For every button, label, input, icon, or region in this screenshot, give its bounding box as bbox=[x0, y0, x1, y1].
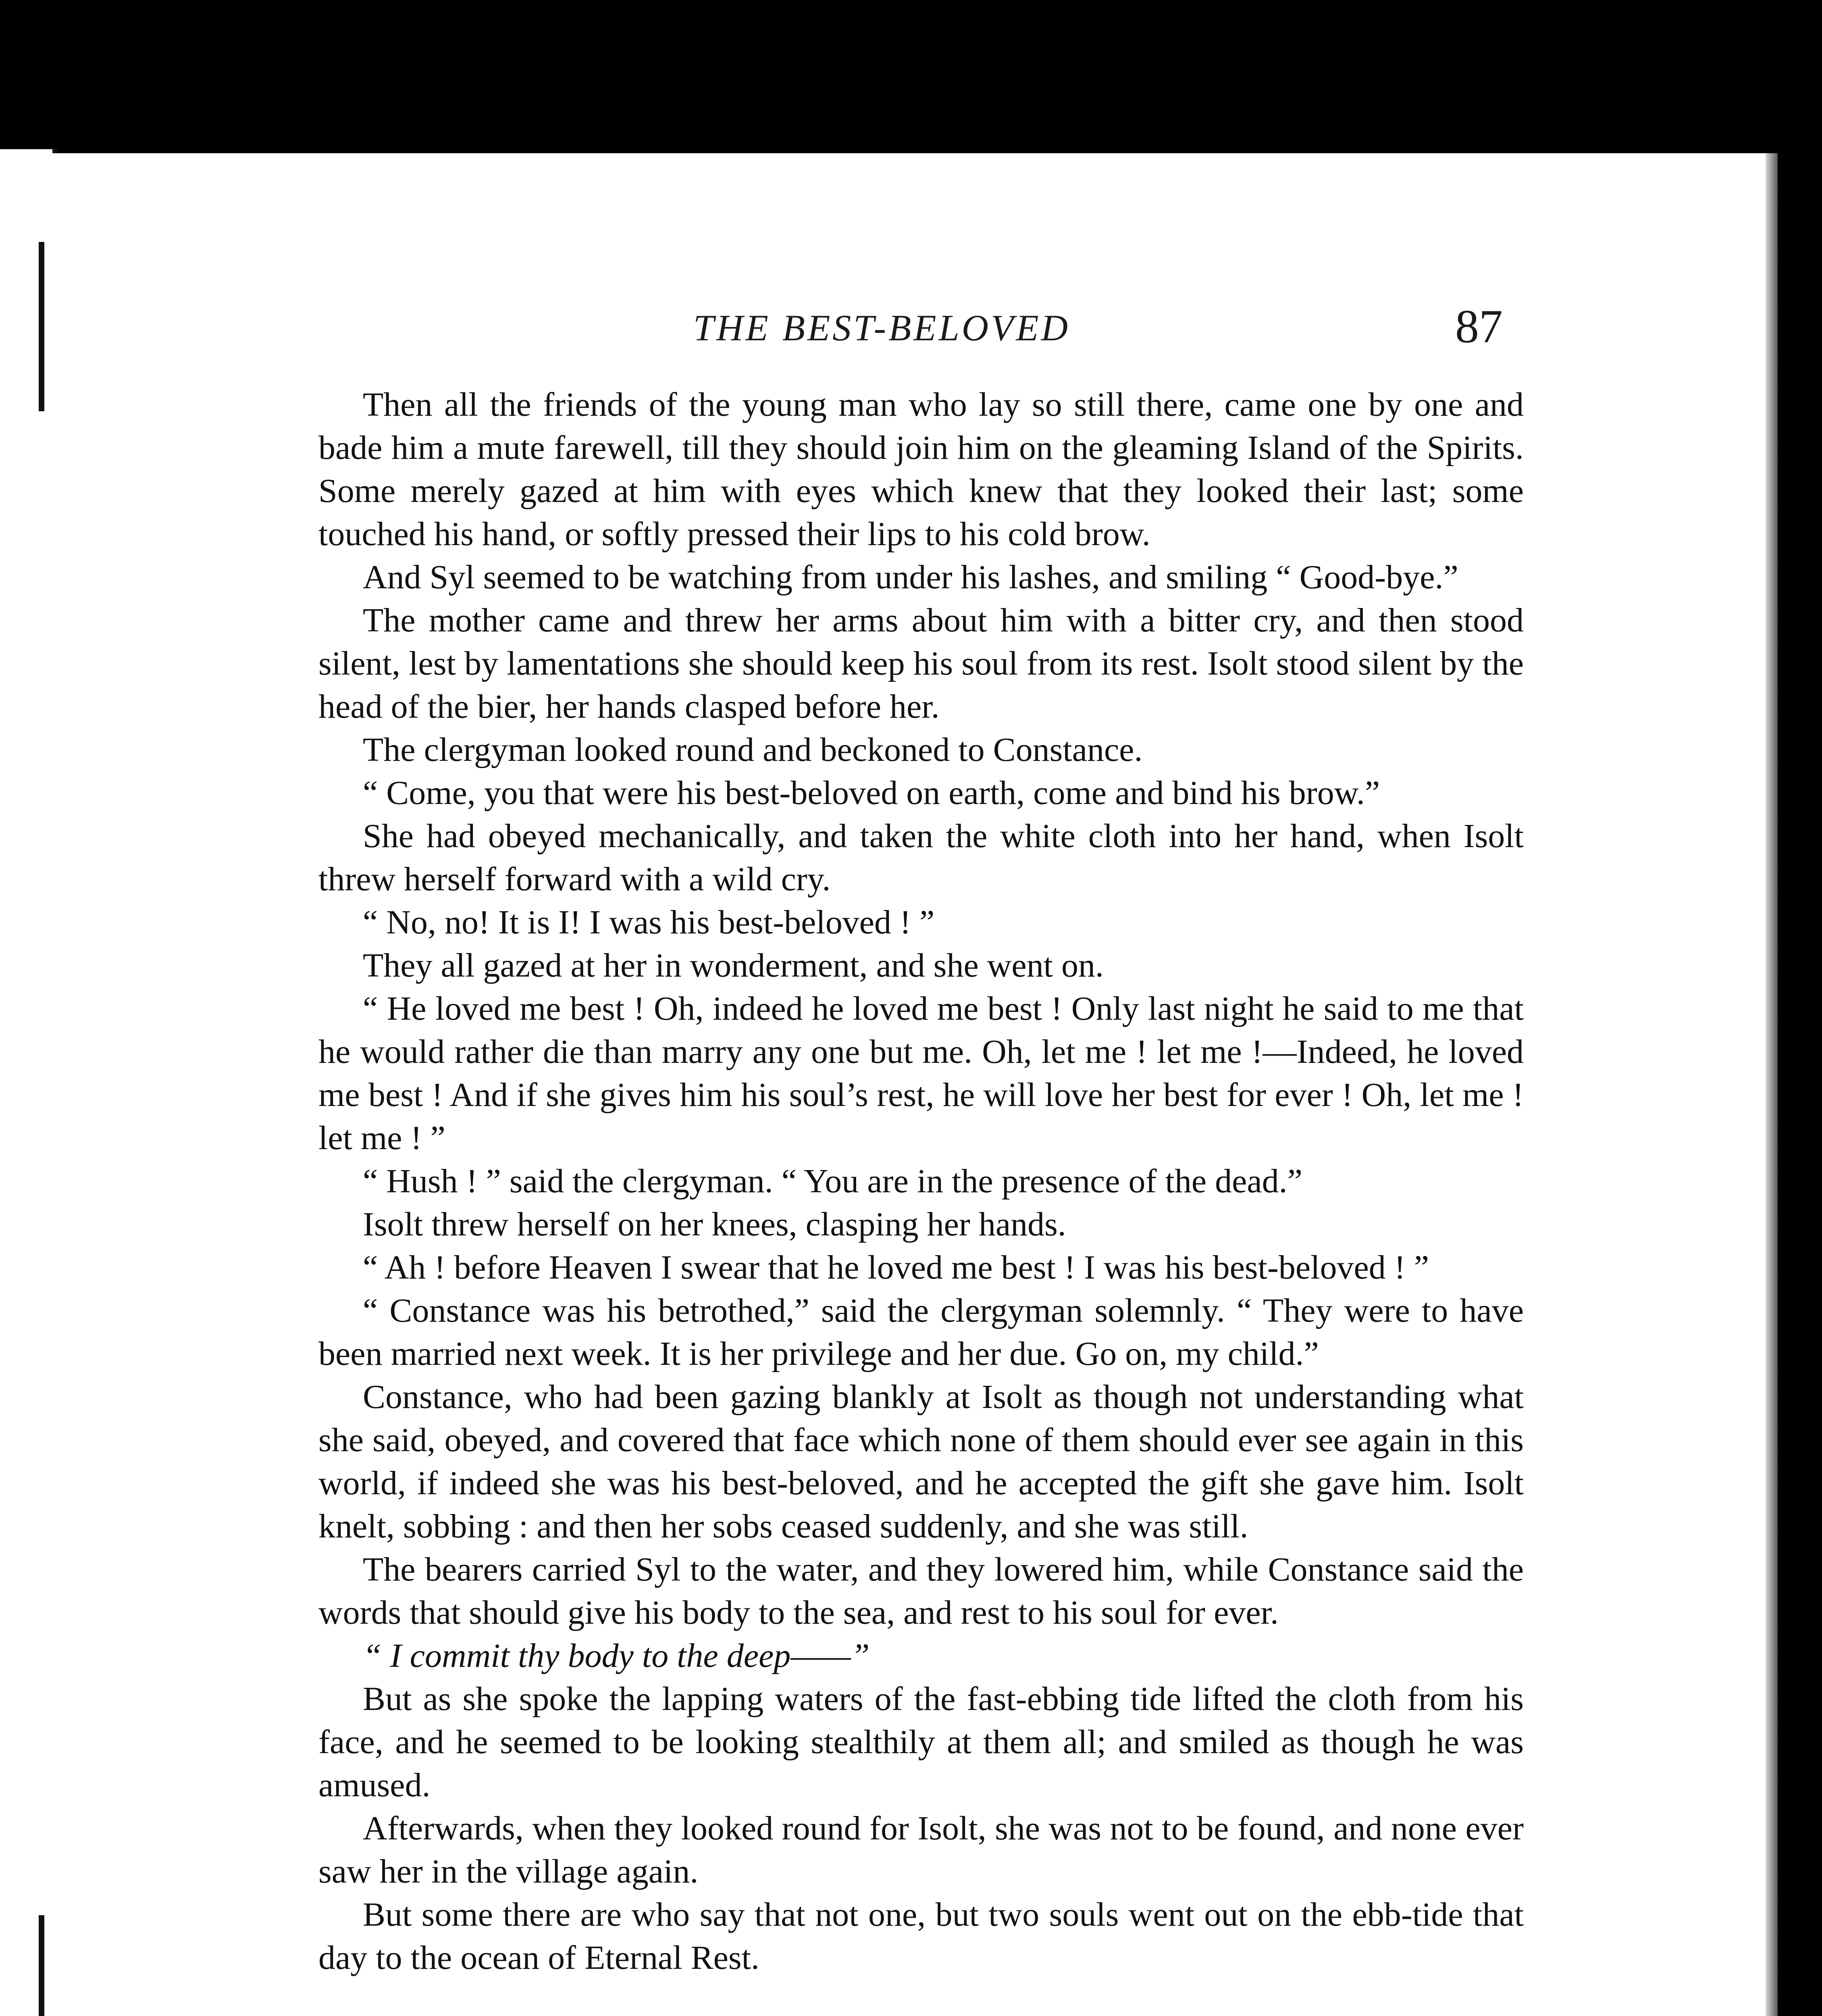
paragraph: “ Ah ! before Heaven I swear that he loved me best ! I was his best-beloved ! ” bbox=[363, 1249, 1429, 1286]
paragraph: She had obeyed mechanically, and taken the white cloth into her hand, when Isolt threw herself forward with a wild cry. bbox=[318, 817, 1524, 898]
paragraph: “ Hush ! ” said the clergyman. “ You are in the presence of the dead.” bbox=[363, 1162, 1302, 1200]
body-text bbox=[318, 383, 1524, 1979]
paragraph: And Syl seemed to be watching from under his lashes, and smiling “ Good-bye.” bbox=[363, 558, 1458, 596]
paragraph: “ No, no! It is I! I was his best-beloved ! ” bbox=[363, 904, 935, 941]
page-header bbox=[0, 300, 1822, 363]
paragraph: Afterwards, when they looked round for Isolt, she was not to be found, and none ever saw her in the village again. bbox=[318, 1810, 1524, 1890]
paragraph: “ Come, you that were his best-beloved on earth, come and bind his brow.” bbox=[363, 774, 1380, 812]
paragraph: “ Constance was his betrothed,” said the clergyman solemnly. “ They were to have been married next week. It is her privilege and her due. Go on, my child.” bbox=[318, 1292, 1524, 1372]
paragraph: But as she spoke the lapping waters of the fast-ebbing tide lifted the cloth from his face, and he seemed to be looking stealthily at them all; and smiled as though he was amused. bbox=[318, 1680, 1524, 1804]
page-number: 87 bbox=[1455, 300, 1503, 353]
page-right-edge bbox=[1766, 153, 1778, 2016]
paragraph: The bearers carried Syl to the water, and they lowered him, while Constance said the words that should give his body to the sea, and rest to his soul for ever. bbox=[318, 1551, 1524, 1631]
paragraph: Constance, who had been gazing blankly at Isolt as though not understanding what she said, obeyed, and covered that face which none of them should ever see again in this world, if indeed she was his best-beloved, and he accepted the gift she gave him. Isolt knelt, sobbing : and then her sobs ceased suddenly, and she was still. bbox=[318, 1378, 1524, 1545]
paragraph-italic-quote: “ I commit thy body to the deep——” bbox=[363, 1637, 870, 1674]
paragraph: Then all the friends of the young man who lay so still there, came one by one and bade him a mute farewell, till they should join him on the gleaming Island of the Spirits. Some merely gazed at him with eyes which knew that they looked their last; some touched his hand, or softly pressed their lips to his cold brow. bbox=[318, 386, 1524, 553]
paragraph: But some there are who say that not one, but two souls went out on the ebb-tide that day to the ocean of Eternal Rest. bbox=[318, 1896, 1524, 1976]
paragraph: “ He loved me best ! Oh, indeed he loved me best ! Only last night he said to me that he would rather die than marry any one but me. Oh, let me ! let me !—Indeed, he loved me best ! And if she gives him his soul’s rest, he will love her best for ever ! Oh, let me ! let me ! ” bbox=[318, 990, 1524, 1157]
paragraph: The clergyman looked round and beckoned to Constance. bbox=[363, 731, 1143, 768]
paragraph: They all gazed at her in wonderment, and she went on. bbox=[363, 947, 1104, 984]
running-title: THE BEST-BELOVED bbox=[693, 307, 1071, 348]
paragraph: Isolt threw herself on her knees, clasping her hands. bbox=[363, 1206, 1066, 1243]
paragraph: The mother came and threw her arms about him with a bitter cry, and then stood silent, lest by lamentations she should keep his soul from its rest. Isolt stood silent by the head of the bier, her hands clasped before her. bbox=[318, 602, 1524, 725]
